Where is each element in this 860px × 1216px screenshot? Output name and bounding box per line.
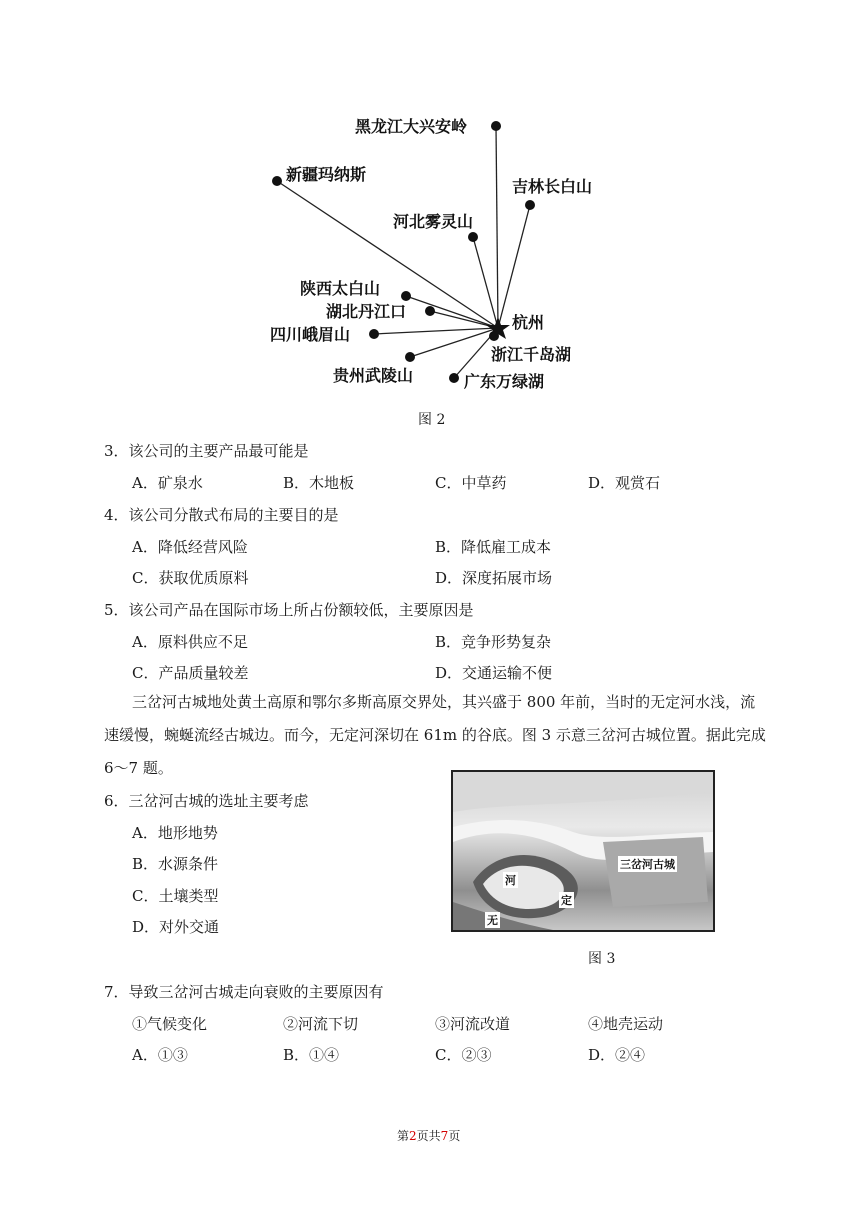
q6-option-c: C．土壤类型	[132, 887, 219, 905]
dot-jilin	[525, 200, 535, 210]
label-hangzhou: 杭州	[512, 313, 545, 332]
q3-option-c: C．中草药	[435, 474, 507, 492]
q7-option-a: A．①③	[132, 1046, 188, 1064]
q7-item-3: ③河流改道	[435, 1015, 511, 1033]
label-he: 河	[505, 874, 516, 887]
q3-option-a: A．矿泉水	[132, 474, 203, 492]
dot-shaanxi	[401, 291, 411, 301]
terrain-illustration	[453, 772, 713, 930]
footer-suffix: 页	[448, 1129, 461, 1143]
label-guizhou: 贵州武陵山	[333, 366, 414, 385]
q3-option-d: D．观赏石	[588, 474, 661, 492]
figure-2-caption: 图 2	[418, 412, 446, 428]
figure-3-photo	[451, 770, 715, 932]
label-shaanxi: 陕西太白山	[300, 279, 381, 298]
passage-line-2: 速缓慢，蜿蜒流经古城边。而今，无定河深切在 61m 的谷底。图 3 示意三岔河古城位置。据此完成	[104, 726, 766, 744]
passage-line-1: 三岔河古城地处黄土高原和鄂尔多斯高原交界处，其兴盛于 800 年前，当时的无定河水浅，流	[132, 693, 756, 711]
label-jilin: 吉林长白山	[512, 177, 593, 196]
footer-total-pages: 7	[440, 1129, 449, 1143]
page-footer	[397, 1127, 460, 1144]
q4-option-d: D．深度拓展市场	[435, 569, 553, 587]
dot-xinjiang	[272, 176, 282, 186]
question-3-stem: 3．该公司的主要产品最可能是	[104, 442, 309, 460]
q7-item-1: ①气候变化	[132, 1015, 208, 1033]
q6-option-d: D．对外交通	[132, 918, 220, 936]
q5-option-c: C．产品质量较差	[132, 664, 249, 682]
question-6-stem: 6．三岔河古城的选址主要考虑	[104, 792, 309, 810]
label-hebei: 河北雾灵山	[393, 212, 474, 231]
footer-middle: 页共	[416, 1129, 441, 1143]
label-hubei: 湖北丹江口	[326, 302, 407, 321]
footer-prefix: 第	[397, 1129, 410, 1143]
q6-option-a: A．地形地势	[132, 824, 218, 842]
dot-guizhou	[405, 352, 415, 362]
label-heilongjiang: 黑龙江大兴安岭	[355, 117, 468, 136]
footer-page-number: 2	[409, 1129, 417, 1143]
dot-heilongjiang	[491, 121, 501, 131]
q7-option-d: D．②④	[588, 1046, 646, 1064]
q7-item-4: ④地壳运动	[588, 1015, 664, 1033]
q5-option-b: B．竞争形势复杂	[435, 633, 552, 651]
q5-option-a: A．原料供应不足	[132, 633, 248, 651]
label-guangdong: 广东万绿湖	[464, 372, 545, 391]
q7-item-2: ②河流下切	[283, 1015, 359, 1033]
figure-3-caption: 图 3	[588, 951, 616, 967]
question-4-stem: 4．该公司分散式布局的主要目的是	[104, 506, 339, 524]
label-xinjiang: 新疆玛纳斯	[286, 165, 367, 184]
dot-hebei	[468, 232, 478, 242]
q7-option-b: B．①④	[283, 1046, 340, 1064]
dot-guangdong	[449, 373, 459, 383]
label-ding: 定	[561, 894, 572, 907]
q4-option-b: B．降低雇工成本	[435, 538, 552, 556]
figure-2-diagram	[240, 100, 620, 400]
label-zhejiang: 浙江千岛湖	[491, 345, 572, 364]
passage-line-3: 6～7 题。	[104, 759, 173, 777]
q5-option-d: D．交通运输不便	[435, 664, 553, 682]
q4-option-c: C．获取优质原料	[132, 569, 249, 587]
label-sichuan: 四川峨眉山	[270, 325, 351, 344]
dot-hubei	[425, 306, 435, 316]
q6-option-b: B．水源条件	[132, 855, 219, 873]
q7-option-c: C．②③	[435, 1046, 492, 1064]
q4-option-a: A．降低经营风险	[132, 538, 248, 556]
question-5-stem: 5．该公司产品在国际市场上所占份额较低，主要原因是	[104, 601, 474, 619]
label-sancha-city: 三岔河古城	[620, 858, 675, 871]
question-7-stem: 7．导致三岔河古城走向衰败的主要原因有	[104, 983, 384, 1001]
q3-option-b: B．木地板	[283, 474, 355, 492]
dot-sichuan	[369, 329, 379, 339]
label-wu: 无	[487, 914, 498, 927]
